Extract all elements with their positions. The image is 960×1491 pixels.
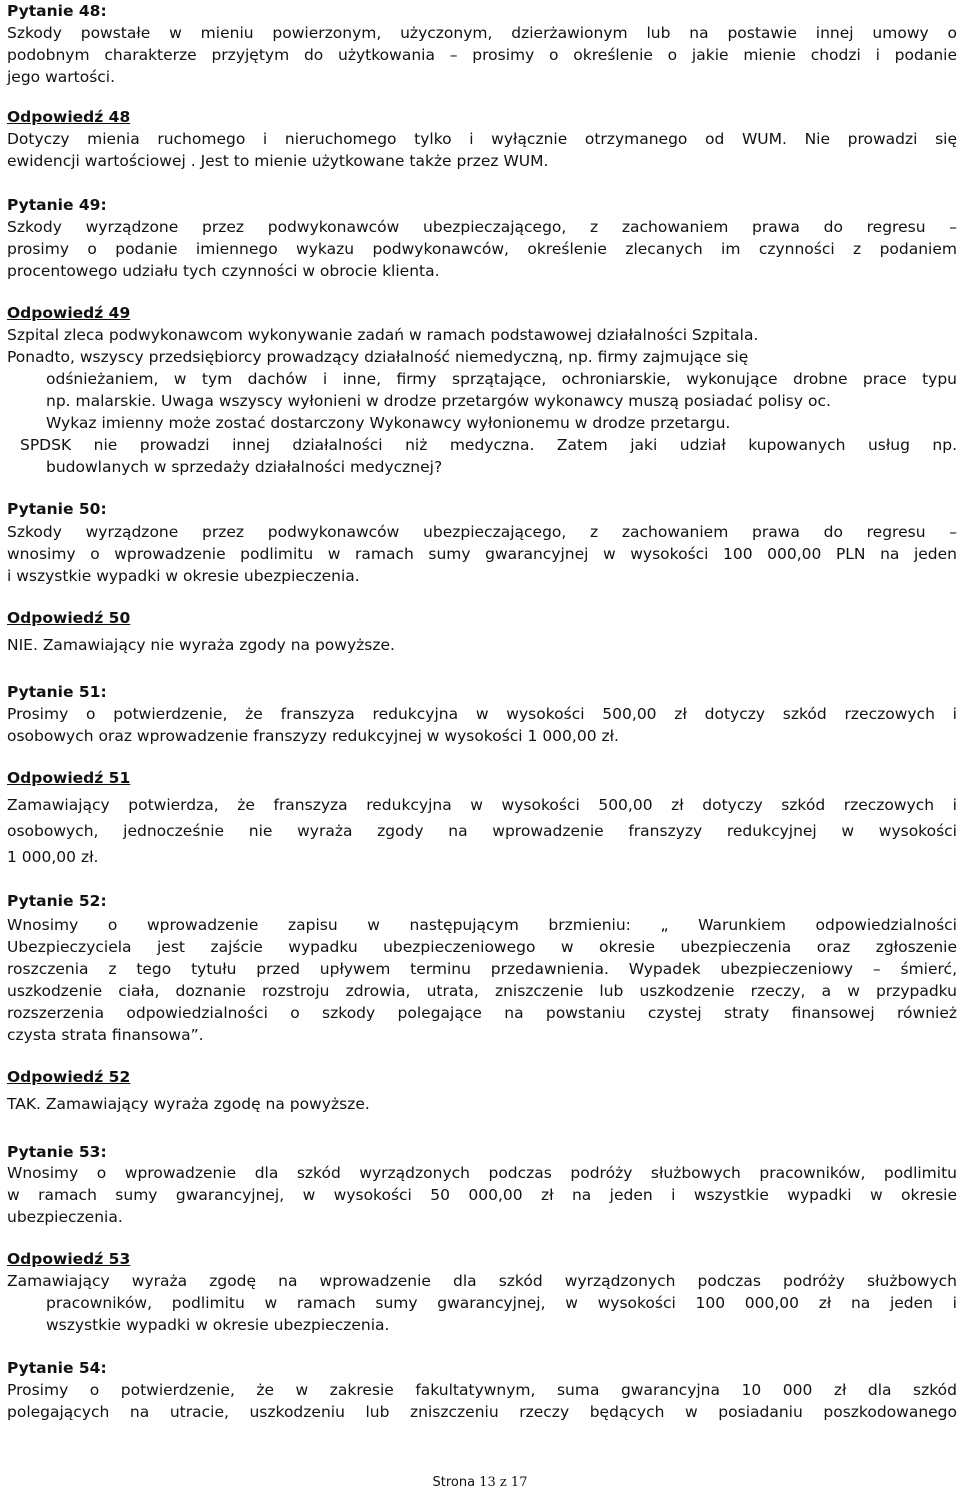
answer-51-line-1: Zamawiający potwierdza, że franszyza redukcyjna w wysokości 500,00 zł dotyczy szkód rzeczowych i [7,796,957,814]
answer-49-line-7: budowlanych w sprzedaży działalności medycznej? [46,458,443,476]
question-52-heading: Pytanie 52: [7,892,107,910]
answer-52-line-1: TAK. Zamawiający wyraża zgodę na powyższe. [7,1095,370,1113]
footer-page-number: 13 [479,1475,496,1490]
question-52-line-4: uszkodzenie ciała, doznanie rozstroju zdrowia, utrata, zniszczenie lub uszkodzenie rzeczy, a w przypadku [7,982,957,1000]
question-50-line-2: wnosimy o wprowadzenie podlimitu w ramach sumy gwarancyjnej w wysokości 100 000,00 PLN na jeden [7,545,957,563]
question-54-heading: Pytanie 54: [7,1359,107,1377]
question-53-line-2: w ramach sumy gwarancyjnej, w wysokości 50 000,00 zł na jeden i wszystkie wypadki w okresie [7,1186,957,1204]
question-51-line-2: osobowych oraz wprowadzenie franszyzy redukcyjnej w wysokości 1 000,00 zł. [7,727,619,745]
question-50-heading: Pytanie 50: [7,500,107,518]
page-footer [0,1475,960,1491]
footer-total-pages: 17 [510,1475,528,1490]
answer-49-heading: Odpowiedź 49 [7,304,131,322]
answer-50-line-1: NIE. Zamawiający nie wyraża zgody na powyższe. [7,636,395,654]
answer-49-line-6: SPDSK nie prowadzi innej działalności niż medyczna. Zatem jaki udział kupowanych usług np. [20,436,957,454]
answer-51-line-3: 1 000,00 zł. [7,848,99,866]
answer-49-line-1: Szpital zleca podwykonawcom wykonywanie zadań w ramach podstawowej działalności Szpitala. [7,326,759,344]
question-48-heading: Pytanie 48: [7,2,107,20]
question-48-line-3: jego wartości. [7,68,116,86]
question-54-line-2: polegających na utracie, uszkodzeniu lub zniszczeniu rzeczy będących w posiadaniu poszkodowanego [7,1403,957,1421]
answer-52-heading: Odpowiedź 52 [7,1068,131,1086]
question-51-line-1: Prosimy o potwierdzenie, że franszyza redukcyjna w wysokości 500,00 zł dotyczy szkód rzeczowych i [7,705,957,723]
answer-50-heading: Odpowiedź 50 [7,609,131,627]
question-49-line-2: prosimy o podanie imiennego wykazu podwykonawców, określenie zlecanych im czynności z podaniem [7,240,957,258]
answer-53-line-1: Zamawiający wyraża zgodę na wprowadzenie dla szkód wyrządzonych podczas podróży służbowych [7,1272,957,1290]
answer-51-line-2: osobowych, jednocześnie nie wyraża zgody na wprowadzenie franszyzy redukcyjnej w wysokości [7,822,957,840]
question-49-line-1: Szkody wyrządzone przez podwykonawców ubezpieczającego, z zachowaniem prawa do regresu – [7,218,957,236]
answer-53-heading: Odpowiedź 53 [7,1250,131,1268]
answer-53-line-3: wszystkie wypadki w okresie ubezpieczenia. [46,1316,390,1334]
answer-49-line-3: odśnieżaniem, w tym dachów i inne, firmy sprzątające, ochroniarskie, wykonujące drobne prace typu [46,370,957,388]
footer-page-label: Strona [432,1475,476,1490]
answer-48-heading: Odpowiedź 48 [7,108,131,126]
question-53-line-3: ubezpieczenia. [7,1208,123,1226]
question-50-line-3: i wszystkie wypadki w okresie ubezpieczenia. [7,567,360,585]
answer-49-line-4: np. malarskie. Uwaga wszyscy wyłonieni w drodze przetargów wykonawcy muszą posiadać polisy oc. [46,392,831,410]
question-51-heading: Pytanie 51: [7,683,107,701]
answer-49-line-5: Wykaz imienny może zostać dostarczony Wykonawcy wyłonionemu w drodze przetargu. [46,414,731,432]
question-54-line-1: Prosimy o potwierdzenie, że w zakresie fakultatywnym, suma gwarancyjna 10 000 zł dla szkód [7,1381,957,1399]
question-48-line-1: Szkody powstałe w mieniu powierzonym, użyczonym, dzierżawionym lub na postawie innej umowy o [7,24,957,42]
question-53-heading: Pytanie 53: [7,1143,107,1161]
footer-of-label: z [499,1475,507,1490]
answer-51-heading: Odpowiedź 51 [7,769,131,787]
question-52-line-5: rozszerzenia odpowiedzialności o szkody polegające na powstaniu czystej straty finansowej również [7,1004,957,1022]
answer-49-line-2: Ponadto, wszyscy przedsiębiorcy prowadzący działalność niemedyczną, np. firmy zajmujące się [7,348,749,366]
question-49-heading: Pytanie 49: [7,196,107,214]
question-52-line-3: roszczenia z tego tytułu przed upływem terminu przedawnienia. Wypadek ubezpieczeniowy – śmierć, [7,960,957,978]
question-50-line-1: Szkody wyrządzone przez podwykonawców ubezpieczającego, z zachowaniem prawa do regresu – [7,523,957,541]
question-53-line-1: Wnosimy o wprowadzenie dla szkód wyrządzonych podczas podróży służbowych pracowników, podlimitu [7,1164,957,1182]
answer-48-line-2: ewidencji wartościowej . Jest to mienie użytkowane także przez WUM. [7,152,549,170]
question-48-line-2: podobnym charakterze przyjętym do użytkowania – prosimy o określenie o jakie mienie chodzi i podanie [7,46,957,64]
answer-53-line-2: pracowników, podlimitu w ramach sumy gwarancyjnej, w wysokości 100 000,00 zł na jeden i [46,1294,957,1312]
answer-48-line-1: Dotyczy mienia ruchomego i nieruchomego tylko i wyłącznie otrzymanego od WUM. Nie prowadzi się [7,130,957,148]
question-52-line-6: czysta strata finansowa”. [7,1026,204,1044]
question-52-line-1: Wnosimy o wprowadzenie zapisu w następującym brzmieniu: „ Warunkiem odpowiedzialności [7,916,957,934]
question-52-line-2: Ubezpieczyciela jest zajście wypadku ubezpieczeniowego w okresie ubezpieczenia oraz zgłoszenie [7,938,957,956]
question-49-line-3: procentowego udziału tych czynności w obrocie klienta. [7,262,440,280]
